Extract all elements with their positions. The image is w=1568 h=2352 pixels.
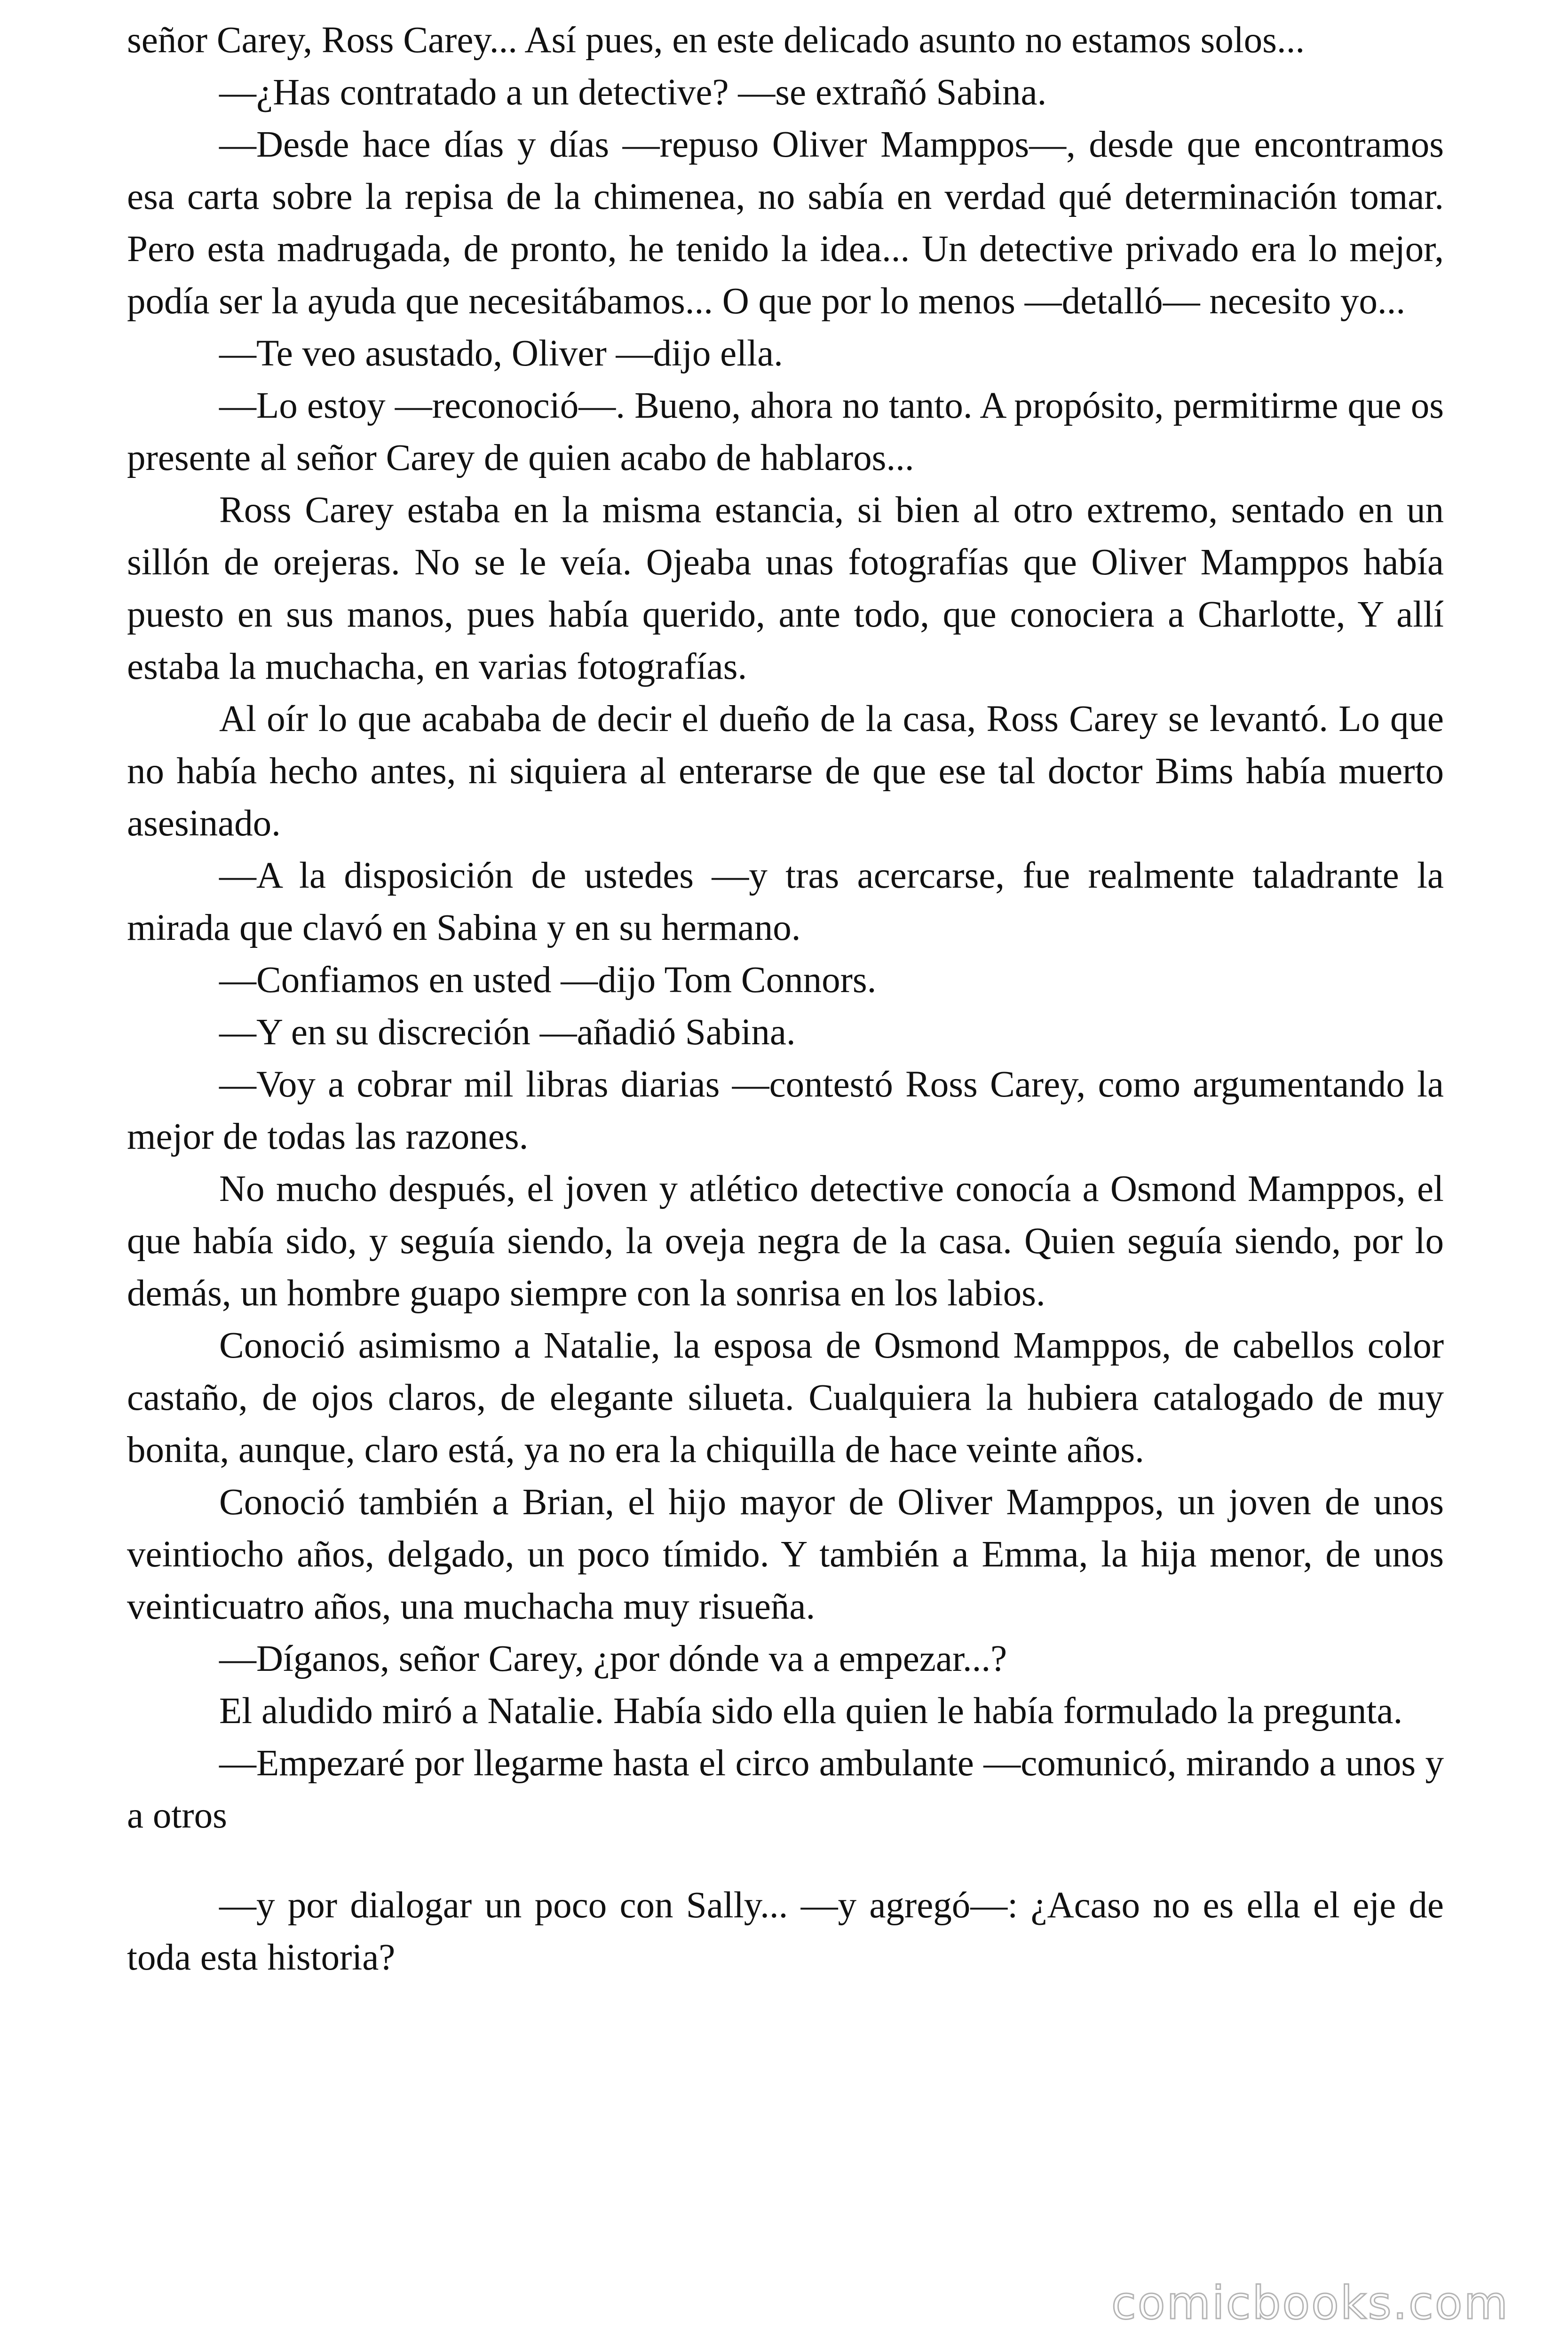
paragraph-8: —A la disposición de ustedes —y tras acercarse, fue realmente taladrante la mirada que clavó en Sabina y en su hermano. [127, 855, 1444, 948]
paragraph-2: —¿Has contratado a un detective? —se extrañó Sabina. [219, 72, 1047, 113]
paragraph-15: —Díganos, señor Carey, ¿por dónde va a empezar...? [219, 1638, 1007, 1679]
document-page [127, 14, 1444, 2225]
paragraph-3: —Desde hace días y días —repuso Oliver Mamppos—, desde que encontramos esa carta sobre la repisa de la chimenea, no sabía en verdad qué determinación tomar. Pero esta madrugada, de pronto, he tenido la idea... Un detective privado era lo mejor, podía ser la ayuda que necesitábamos... O que por lo menos —detalló— necesito yo... [127, 124, 1444, 322]
paragraph-1: señor Carey, Ross Carey... Así pues, en este delicado asunto no estamos solos... [127, 20, 1305, 61]
paragraph-18: —y por dialogar un poco con Sally... —y agregó—: ¿Acaso no es ella el eje de toda esta historia? [127, 1885, 1444, 1978]
paragraph-16: El aludido miró a Natalie. Había sido ella quien le había formulado la pregunta. [219, 1691, 1403, 1732]
paragraph-gap [127, 1842, 1444, 1879]
paragraph-17: —Empezaré por llegarme hasta el circo ambulante —comunicó, mirando a unos y a otros [127, 1743, 1444, 1836]
paragraph-14: Conoció también a Brian, el hijo mayor de Oliver Mamppos, un joven de unos veintiocho años, delgado, un poco tímido. Y también a Emma, la hija menor, de unos veinticuatro años, una muchacha muy risueña. [127, 1482, 1444, 1627]
paragraph-6: Ross Carey estaba en la misma estancia, si bien al otro extremo, sentado en un sillón de orejeras. No se le veía. Ojeaba unas fotografías que Oliver Mamppos había puesto en sus manos, pues había querido, ante todo, que conociera a Charlotte, Y allí estaba la muchacha, en varias fotografías. [127, 490, 1444, 687]
paragraph-10: —Y en su discreción —añadió Sabina. [219, 1012, 796, 1053]
paragraph-4: —Te veo asustado, Oliver —dijo ella. [219, 333, 783, 374]
paragraph-9: —Confiamos en usted —dijo Tom Connors. [219, 960, 877, 1001]
paragraph-5: —Lo estoy —reconoció—. Bueno, ahora no tanto. A propósito, permitirme que os presente al señor Carey de quien acabo de hablaros... [127, 385, 1444, 478]
paragraph-11: —Voy a cobrar mil libras diarias —contestó Ross Carey, como argumentando la mejor de todas las razones. [127, 1064, 1444, 1157]
paragraph-12: No mucho después, el joven y atlético detective conocía a Osmond Mamppos, el que había sido, y seguía siendo, la oveja negra de la casa. Quien seguía siendo, por lo demás, un hombre guapo siempre con la sonrisa en los labios. [127, 1168, 1444, 1314]
paragraph-13: Conoció asimismo a Natalie, la esposa de Osmond Mamppos, de cabellos color castaño, de ojos claros, de elegante silueta. Cualquiera la hubiera catalogado de muy bonita, aunque, claro está, ya no era la chiquilla de hace veinte años. [127, 1325, 1444, 1470]
watermark-logo: comicbooks.com [1111, 2277, 1509, 2329]
paragraph-7: Al oír lo que acababa de decir el dueño de la casa, Ross Carey se levantó. Lo que no había hecho antes, ni siquiera al enterarse de que ese tal doctor Bims había muerto asesinado. [127, 699, 1444, 844]
